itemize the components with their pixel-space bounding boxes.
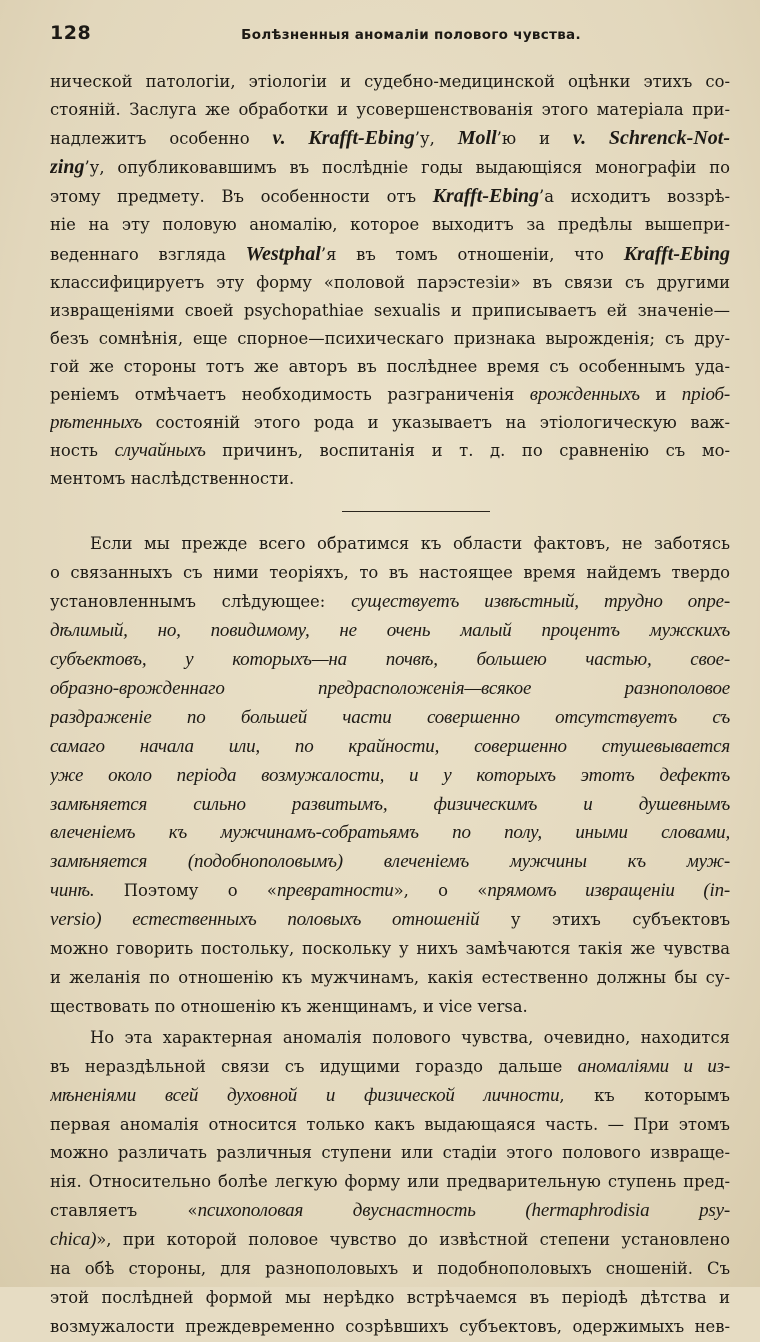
emphasis-text: zing (50, 156, 85, 179)
text-line (50, 1111, 730, 1140)
emphasis-text: аномаліями и из- (577, 1055, 730, 1077)
emphasis-text: chica) (50, 1229, 97, 1251)
paragraph-2 (50, 530, 730, 1021)
emphasis-text: пріоб- (681, 384, 730, 406)
emphasis-text: психополовая двуснастность (hermaphrodisia psy- (197, 1200, 730, 1222)
body-text: возмужалости преждевременно созрѣвшихъ субъектовъ, одержимыхъ нев- (50, 1316, 730, 1336)
text-line (50, 1284, 730, 1313)
text-line (50, 935, 730, 964)
body-text: у этихъ субъектовъ (479, 910, 730, 930)
body-text: ’а исходитъ воззрѣ- (539, 187, 730, 207)
text-line (50, 617, 730, 646)
body-text: въ нераздѣльной связи съ идущими гораздо дальше (50, 1056, 578, 1076)
paragraph-1 (50, 68, 730, 493)
body-text: ’у, опубликовавшимъ въ послѣдніе годы выдающіяся монографіи по (84, 158, 730, 178)
text-line (50, 124, 730, 153)
body-text: классифицируетъ эту форму «половой парэстезіи» въ связи съ другими (50, 272, 730, 292)
body-text: реніемъ отмѣчаетъ необходимость разграниченія (50, 385, 530, 405)
text-line (50, 68, 730, 96)
emphasis-text: v. Krafft-Ebing (272, 127, 415, 150)
emphasis-text: прямомъ извращеніи (in- (487, 880, 730, 902)
section-divider (342, 511, 490, 512)
text-line (50, 1255, 730, 1284)
body-text: стояній. Заслуга же обработки и усовершенствованія этого матеріала при- (50, 100, 730, 120)
body-text: первая аномалія относится только какъ выдающаяся часть. — При этомъ (50, 1114, 730, 1134)
emphasis-text: рѣтенныхъ (50, 412, 143, 434)
body-text: Если мы прежде всего обратимся къ области фактовъ, не заботясь (90, 534, 730, 554)
body-text: Поэтому о « (94, 881, 277, 901)
text-line (50, 297, 730, 325)
text-line (50, 848, 730, 877)
emphasis-text: влеченіемъ къ мужчинамъ-собратьямъ по полу, иными словами, (50, 822, 730, 844)
page-header (50, 22, 730, 62)
emphasis-text: замѣняется сильно развитымъ, физическимъ и душевнымъ (50, 793, 730, 815)
text-line (50, 964, 730, 993)
text-line (50, 1139, 730, 1168)
emphasis-text: замѣняется (подобнополовымъ) влеченіемъ мужчины къ муж- (50, 851, 730, 873)
body-text: этому предмету. Въ особенности отъ (50, 187, 433, 207)
body-text: ность (50, 441, 115, 461)
body-text: , къ которымъ (559, 1085, 730, 1105)
body-text: гой же стороны тотъ же авторъ въ послѣднее время съ особеннымъ уда- (50, 356, 730, 376)
body-text: установленнымъ слѣдующее: (50, 592, 352, 612)
body-text: состояній этого рода и указываетъ на этіологическую важ- (142, 413, 730, 433)
body-text: нической патологіи, этіологіи и судебно-медицинской оцѣнки этихъ со- (50, 72, 730, 91)
page-number: 128 (50, 22, 92, 44)
text-line (50, 325, 730, 353)
text-line (50, 1168, 730, 1197)
emphasis-text: чинѣ. (50, 880, 95, 902)
body-text: надлежитъ особенно (50, 129, 273, 149)
text-line (50, 269, 730, 297)
emphasis-text: раздраженіе по большей части совершенно отсутствуетъ съ (50, 706, 730, 728)
body-text: ментомъ наслѣдственности. (50, 469, 295, 489)
body-text: ’ю и (496, 129, 573, 149)
emphasis-text: уже около періода возмужалости, и у которыхъ этотъ дефектъ (50, 764, 730, 786)
text-line (50, 877, 730, 906)
emphasis-text: дѣлимый, но, повидимому, не очень малый процентъ мужскихъ (50, 620, 730, 642)
emphasis-text: Moll (457, 127, 497, 150)
emphasis-text: существуетъ извѣстный, трудно опре- (351, 591, 730, 613)
text-line (50, 819, 730, 848)
body-text: можно говорить постольку, поскольку у нихъ замѣчаются такія же чувства (50, 939, 730, 959)
emphasis-text: образно-врожденнаго предрасположенія—всякое разнополовое (50, 677, 730, 699)
text-line (50, 211, 730, 239)
emphasis-text: мѣненіями всей духовной и физической личности (50, 1084, 560, 1106)
text-line (50, 675, 730, 704)
text-line (50, 1024, 730, 1053)
body-text: этой послѣдней формой мы нерѣдко встрѣчаемся въ періодѣ дѣтства и (50, 1287, 730, 1307)
text-line (50, 96, 730, 124)
text-line (50, 1053, 730, 1082)
body-text: ществовать по отношенію къ женщинамъ, и vice versa. (50, 996, 528, 1016)
body-text: безъ сомнѣнія, еще спорное—психическаго признака вырожденія; съ дру- (50, 328, 730, 348)
body-text: и (639, 385, 682, 405)
text-line (50, 182, 730, 211)
emphasis-text: врожденныхъ (529, 384, 640, 406)
text-line (50, 762, 730, 791)
body-text: Но эта характерная аномалія полового чувства, очевидно, находится (90, 1027, 730, 1047)
text-line (50, 704, 730, 733)
text-line (50, 437, 730, 465)
body-text: ’я въ томъ отношеніи, что (320, 244, 624, 264)
text-line (50, 993, 730, 1022)
text-line (50, 381, 730, 409)
body-text: и желанія по отношенію къ мужчинамъ, какія естественно должны бы су- (50, 968, 730, 987)
body-text: нія. Относительно болѣе легкую форму или предварительную ступень пред- (50, 1172, 730, 1192)
text-line (50, 1313, 730, 1342)
text-line (50, 1226, 730, 1255)
text-line (50, 588, 730, 617)
body-text: извращеніями своей psychopathiae sexualis и приписываетъ ей значеніе— (50, 300, 730, 320)
body-text: причинъ, воспитанія и т. д. по сравненію съ мо- (205, 441, 730, 461)
text-line (50, 733, 730, 762)
emphasis-text: Krafft-Ebing (623, 242, 730, 265)
paragraph-3 (50, 1024, 730, 1342)
body-text: на обѣ стороны, для разнополовыхъ и подобнополовыхъ сношеній. Съ (50, 1259, 730, 1279)
text-line (50, 153, 730, 182)
text-line (50, 353, 730, 381)
running-head: Болѣзненныя аномаліи полового чувства. (241, 27, 581, 43)
body-text: ’у, (414, 129, 458, 149)
text-line (50, 240, 730, 269)
text-line (50, 409, 730, 437)
emphasis-text: Krafft-Ebing (432, 185, 540, 208)
emphasis-text: превратности (276, 880, 394, 902)
body-text: о связанныхъ съ ними теоріяхъ, то въ настоящее время найдемъ твердо (50, 563, 730, 583)
emphasis-text: самаго начала или, по крайности, совершенно стушевывается (50, 735, 730, 757)
body-text: ніе на эту половую аномалію, которое выходитъ за предѣлы вышепри- (50, 215, 730, 235)
body-text: ставляетъ « (50, 1201, 198, 1221)
emphasis-text: субъектовъ, у которыхъ—на почвѣ, большею частью, свое- (50, 649, 730, 671)
text-line (50, 646, 730, 675)
body-text: », при которой половое чувство до извѣстной степени установлено (96, 1230, 730, 1250)
text-line (50, 1197, 730, 1226)
body-text: », о « (393, 881, 488, 901)
emphasis-text: случайныхъ (114, 440, 206, 462)
text-line (50, 791, 730, 820)
text-line (50, 906, 730, 935)
emphasis-text: v. Schrenck-Not- (573, 127, 730, 150)
text-line (50, 530, 730, 559)
emphasis-text: versio) естественныхъ половыхъ отношеній (50, 909, 480, 931)
body-text: веденнаго взгляда (50, 244, 246, 264)
emphasis-text: Westphal (245, 242, 321, 265)
text-line (50, 1082, 730, 1111)
text-line (50, 559, 730, 588)
body-text: можно различать различныя ступени или стадіи этого полового извраще- (50, 1143, 730, 1163)
text-line (50, 465, 730, 493)
